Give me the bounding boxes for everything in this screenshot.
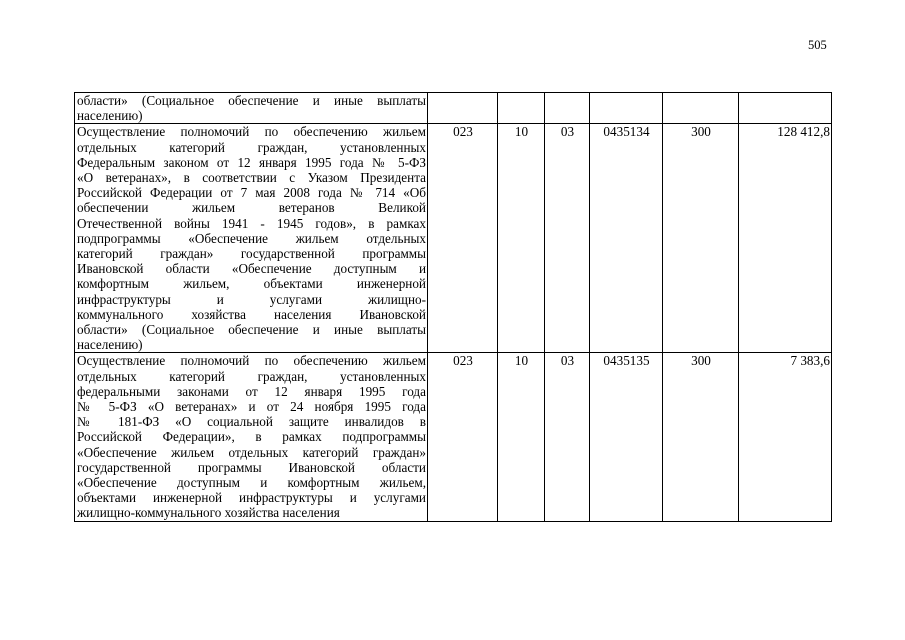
- ministry-code-cell: 023: [428, 124, 498, 353]
- ministry-code-cell: 023: [428, 353, 498, 521]
- description-line: области» (Социальное обеспечение и иные выплаты: [77, 93, 426, 108]
- description-line: подпрограммы «Обеспечение жильем отдельных: [77, 230, 426, 246]
- description-line: № 181-ФЗ «О социальной защите инвалидов в: [77, 414, 426, 430]
- description-line: «Обеспечение жильем отдельных категорий граждан»: [77, 444, 426, 460]
- description-line: жилищно-коммунального хозяйства населения: [77, 505, 340, 521]
- expense-type-cell: [663, 93, 739, 124]
- amount-cell: 128 412,8: [739, 124, 832, 353]
- description-line: государственной программы Ивановской области: [77, 459, 426, 475]
- description-line: объектами инженерной инфраструктуры и услугами: [77, 490, 426, 506]
- ministry-code-cell: [428, 93, 498, 124]
- description-line: «О ветеранах», в соответствии с Указом Президента: [77, 170, 426, 186]
- description-line: № 5-ФЗ «О ветеранах» и от 24 ноября 1995 года: [77, 399, 426, 415]
- description-line: населению): [77, 108, 143, 124]
- description-line: Осуществление полномочий по обеспечению жильем: [77, 124, 426, 140]
- expense-type-cell: 300: [663, 353, 739, 521]
- table-row: [75, 353, 832, 521]
- description-line: области» (Социальное обеспечение и иные выплаты: [77, 322, 426, 338]
- table-row: [75, 124, 832, 353]
- description-line: Отечественной войны 1941 - 1945 годов», в рамках: [77, 215, 426, 231]
- description-line: инфраструктуры и услугами жилищно-: [77, 291, 426, 307]
- expense-type-cell: 300: [663, 124, 739, 353]
- description-line: федеральными законами от 12 января 1995 года: [77, 383, 426, 399]
- page-number: 505: [808, 38, 827, 52]
- subsection-code-cell: [545, 93, 590, 124]
- description-line: отдельных категорий граждан, установленных: [77, 139, 426, 155]
- section-code-cell: 10: [498, 124, 545, 353]
- subsection-code-cell: 03: [545, 124, 590, 353]
- subsection-code-cell: 03: [545, 353, 590, 521]
- table-body: [75, 93, 832, 522]
- description-cell: [75, 124, 428, 353]
- description-line: Федеральным законом от 12 января 1995 года № 5-ФЗ: [77, 154, 426, 170]
- description-line: населению): [77, 337, 143, 353]
- description-line: Российской Федерации», в рамках подпрограммы: [77, 429, 426, 445]
- target-article-cell: [590, 93, 663, 124]
- description-cell: [75, 353, 428, 521]
- description-line: комфортным жильем, объектами инженерной: [77, 276, 426, 292]
- description-line: Ивановской области «Обеспечение доступным и: [77, 261, 426, 277]
- budget-table: [74, 92, 832, 522]
- target-article-cell: 0435134: [590, 124, 663, 353]
- section-code-cell: 10: [498, 353, 545, 521]
- description-line: Российской Федерации от 7 мая 2008 года № 714 «Об: [77, 185, 426, 201]
- amount-cell: [739, 93, 832, 124]
- table-row: [75, 93, 832, 124]
- amount-cell: 7 383,6: [739, 353, 832, 521]
- description-cell: [75, 93, 428, 124]
- description-line: «Обеспечение доступным и комфортным жильем,: [77, 475, 426, 491]
- description-line: отдельных категорий граждан, установленных: [77, 368, 426, 384]
- description-line: коммунального хозяйства населения Ивановской: [77, 306, 426, 322]
- description-line: Осуществление полномочий по обеспечению жильем: [77, 353, 426, 369]
- section-code-cell: [498, 93, 545, 124]
- description-line: обеспечении жильем ветеранов Великой: [77, 200, 426, 216]
- target-article-cell: 0435135: [590, 353, 663, 521]
- description-line: категорий граждан» государственной программы: [77, 246, 426, 262]
